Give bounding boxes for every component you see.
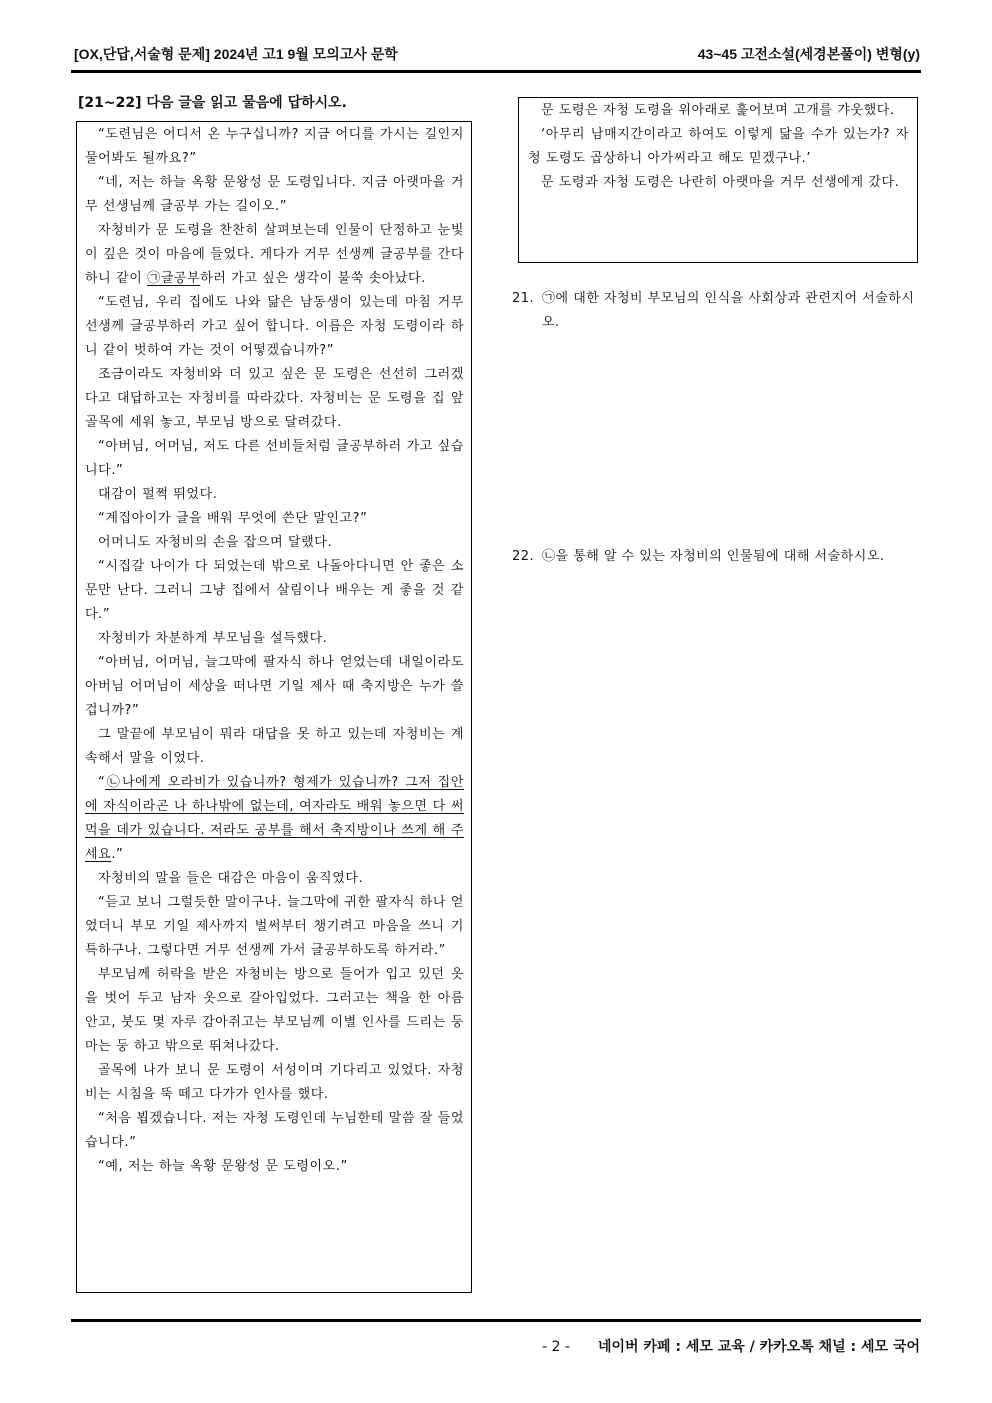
passage-paragraph: “계집아이가 글을 배워 무엇에 쓴단 말인고?” [98, 511, 368, 526]
passage-paragraph: 문 도령과 자청 도령은 나란히 아랫마을 거무 선생에게 갔다. [541, 175, 900, 190]
underlined-mark-b: ㉡나에게 오라비가 있습니까? 형제가 있습니까? 그저 집안에 자식이라곤 나 하나밖에 없는데, 여자라도 배워 놓으면 다 써먹을 데가 있습니다. 저라도 공부를 해서 축지방이나 쓰게 해 주세요 [85, 775, 464, 862]
passage-paragraph: “시집갈 나이가 다 되었는데 밖으로 나돌아다니면 안 좋은 소문만 난다. 그러니 그냥 집에서 살림이나 배우는 게 좋을 것 같다.” [85, 559, 464, 622]
question-21 [512, 287, 922, 335]
header-subtitle: 43~45 고전소설(세경본풀이) 변형(y) [697, 46, 920, 62]
section-title: [21~22] 다음 글을 읽고 물음에 답하시오. [78, 95, 347, 111]
question-22 [512, 545, 922, 569]
underlined-mark-a: ㉠글공부 [147, 271, 201, 286]
question-text: ㉠에 대한 자청비 부모님의 인식을 사회상과 관련지어 서술하시오. [542, 291, 915, 330]
passage-paragraph: “도련님은 어디서 온 누구십니까? 지금 어디를 가시는 길인지 물어봐도 될까요?” [85, 127, 464, 166]
passage-box-main [76, 121, 472, 1293]
passage-paragraph: 문 도령은 자청 도령을 위아래로 훑어보며 고개를 갸웃했다. [541, 103, 895, 118]
passage-paragraph: 자청비가 문 도령을 찬찬히 살펴보는데 인물이 단정하고 눈빛이 깊은 것이 마음에 들었다. 게다가 거무 선생께 글공부를 간다 하니 같이 ㉠글공부하러 가고 싶은 생각이 불쑥 솟아났다. [85, 223, 464, 286]
question-text: ㉡을 통해 알 수 있는 자청비의 인물됨에 대해 서술하시오. [542, 549, 885, 564]
passage-paragraph: 골목에 나가 보니 문 도령이 서성이며 기다리고 있었다. 자청비는 시침을 뚝 떼고 다가가 인사를 했다. [85, 1063, 464, 1102]
passage-paragraph: “네, 저는 하늘 옥황 문왕성 문 도령입니다. 지금 아랫마을 거무 선생님께 글공부 가는 길이오.” [85, 175, 464, 214]
question-number: 22. [512, 549, 535, 564]
passage-paragraph: 자청비가 차분하게 부모님을 설득했다. [98, 631, 328, 646]
top-divider [71, 70, 921, 73]
passage-paragraph: ‘아무리 남매지간이라고 하여도 이렇게 닮을 수가 있는가? 자청 도령도 곱상하니 아가씨라고 해도 믿겠구나.’ [528, 127, 909, 166]
passage-paragraph: 자청비의 말을 들은 대감은 마음이 움직였다. [98, 871, 364, 886]
question-number: 21. [512, 291, 535, 306]
passage-paragraph: “듣고 보니 그럴듯한 말이구나. 늘그막에 귀한 팔자식 하나 얻었더니 부모 기일 제사까지 벌써부터 챙기려고 마음을 쓰니 기특하구나. 그렇다면 거무 선생께 가서 글공부하도록 하거라.” [85, 895, 464, 958]
passage-paragraph: “처음 뵙겠습니다. 저는 자청 도령인데 누님한테 말씀 잘 들었습니다.” [85, 1111, 464, 1150]
passage-paragraph: “㉡나에게 오라비가 있습니까? 형제가 있습니까? 그저 집안에 자식이라곤 나 하나밖에 없는데, 여자라도 배워 놓으면 다 써먹을 데가 있습니다. 저라도 공부를 해서 축지방이나 쓰게 해 주세요.” [85, 775, 464, 862]
passage-paragraph: 대감이 펄쩍 뛰었다. [98, 487, 218, 502]
passage-paragraph: “아버님, 어머님, 저도 다른 선비들처럼 글공부하러 가고 싶습니다.” [85, 439, 464, 478]
passage-paragraph: 그 말끝에 부모님이 뭐라 대답을 못 하고 있는데 자청비는 계속해서 말을 이었다. [85, 727, 464, 766]
passage-paragraph: “도련님, 우리 집에도 나와 닮은 남동생이 있는데 마침 거무 선생께 글공부하러 가고 싶어 합니다. 이름은 자청 도령이라 하니 같이 벗하여 가는 것이 어떻겠습니까?” [85, 295, 464, 358]
footer [542, 1336, 920, 1356]
passage-paragraph: “아버님, 어머님, 늘그막에 팔자식 하나 얻었는데 내일이라도 아버님 어머님이 세상을 떠나면 기일 제사 때 축지방은 누가 쓸 겁니까?” [85, 655, 464, 718]
passage-paragraph: 조금이라도 자청비와 더 있고 싶은 문 도령은 선선히 그러겠다고 대답하고는 자청비를 따라갔다. 자청비는 문 도령을 집 앞 골목에 세워 놓고, 부모님 방으로 달려갔다. [85, 367, 464, 430]
passage-paragraph: “예, 저는 하늘 옥황 문왕성 문 도령이오.” [98, 1159, 348, 1174]
passage-box-continued [518, 97, 918, 263]
header-title: [OX,단답,서술형 문제] 2024년 고1 9월 모의고사 문학 [74, 46, 398, 62]
passage-paragraph: 부모님께 허락을 받은 자청비는 방으로 들어가 입고 있던 옷을 벗어 두고 남자 옷으로 갈아입었다. 그러고는 책을 한 아름 안고, 붓도 몇 자루 감아쥐고는 부모님께 이별 인사를 드리는 둥 마는 둥 하고 밖으로 뛰쳐나갔다. [85, 967, 464, 1054]
page-number: - 2 - [542, 1339, 570, 1355]
passage-paragraph: 어머니도 자청비의 손을 잡으며 달랬다. [98, 535, 333, 550]
footer-text: 네이버 카페 : 세모 교육 / 카카오톡 채널 : 세모 국어 [597, 1339, 920, 1355]
bottom-divider [71, 1319, 921, 1322]
